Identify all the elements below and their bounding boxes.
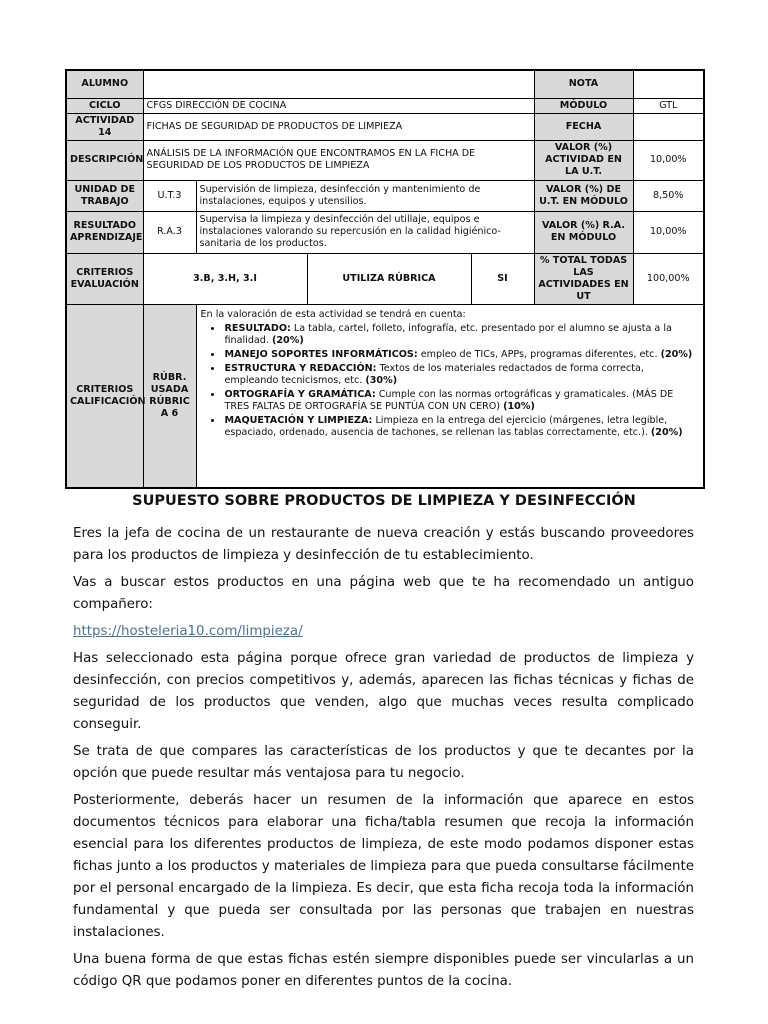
unidad-label: UNIDAD DE TRABAJO bbox=[66, 180, 143, 211]
list-item bbox=[223, 363, 700, 387]
row-unidad bbox=[66, 180, 704, 211]
criterion-text: Limpieza en la entrega del ejercicio (márgenes, letra legible, espaciado, ordenado, ausencia de tachones, se rellenan las tablas correctamente, etc.). bbox=[224, 414, 668, 438]
rubrica-label: RÚBR. USADA RÚBRIC A 6 bbox=[143, 304, 196, 488]
valor-ra-label: VALOR (%) R.A. EN MÓDULO bbox=[534, 211, 633, 253]
calificacion-criteria bbox=[196, 304, 704, 488]
total-actividades-value: 100,00% bbox=[633, 253, 704, 304]
resultado-label: RESULTADO APRENDIZAJE bbox=[66, 211, 143, 253]
fecha-label: FECHA bbox=[534, 113, 633, 140]
row-ciclo bbox=[66, 98, 704, 113]
fecha-field[interactable] bbox=[633, 113, 704, 140]
utiliza-rubrica-label: UTILIZA RÚBRICA bbox=[307, 253, 471, 304]
list-item bbox=[223, 415, 700, 439]
row-alumno bbox=[66, 70, 704, 98]
criterion-percent: (20%) bbox=[660, 348, 693, 360]
criterion-percent: (20%) bbox=[272, 334, 304, 346]
row-resultado bbox=[66, 211, 704, 253]
paragraph-selection: Has seleccionado esta página porque ofrece gran variedad de productos de limpieza y desinfección, con precios competitivos y, además, aparecen las fichas técnicas y fichas de seguridad de los productos que venden, algo que muchas veces resulta complicado conseguir. bbox=[73, 651, 694, 732]
unidad-code: U.T.3 bbox=[143, 180, 196, 211]
paragraph-summary: Posteriormente, deberás hacer un resumen de la información que aparece en estos documentos técnicos para elaborar una ficha/tabla resumen que recoja la información esencial para los diferentes productos de limpieza, de este modo podamos disponer estas fichas junto a los productos y materiales de limpieza para que pueda consultarse fácilmente por el personal encargado de la limpieza. Es decir, que esta ficha recoja toda la información fundamental y que pueda ser consultada por las personas que trabajen en nuestras instalaciones. bbox=[73, 793, 694, 940]
criterion-heading: ESTRUCTURA Y REDACCIÓN: bbox=[224, 362, 377, 374]
descripcion-label: DESCRIPCIÓN bbox=[66, 140, 143, 180]
row-criterios-evaluacion bbox=[66, 253, 704, 304]
list-item bbox=[223, 349, 700, 361]
ciclo-label: CICLO bbox=[66, 98, 143, 113]
valor-ra-value: 10,00% bbox=[633, 211, 704, 253]
valor-ut-label: VALOR (%) ACTIVIDAD EN LA U.T. bbox=[534, 140, 633, 180]
list-item bbox=[223, 389, 700, 413]
actividad-value: FICHAS DE SEGURIDAD DE PRODUCTOS DE LIMPIEZA bbox=[143, 113, 534, 140]
paragraph-compare: Se trata de que compares las características de los productos y que te decantes por la opción que puede resultar más ventajosa para tu negocio. bbox=[73, 744, 694, 781]
total-actividades-label: % TOTAL TODAS LAS ACTIVIDADES EN UT bbox=[534, 253, 633, 304]
criterion-text: Textos de los materiales redactados de forma correcta, empleando tecnicismos, etc. bbox=[224, 362, 644, 386]
criterios-calif-label: CRITERIOS CALIFICACIÓN bbox=[66, 304, 143, 488]
criterion-heading: MAQUETACIÓN Y LIMPIEZA: bbox=[224, 414, 373, 426]
paragraph-search: Vas a buscar estos productos en una página web que te ha recomendado un antiguo compañero: bbox=[73, 575, 694, 612]
nota-field[interactable] bbox=[633, 70, 704, 98]
criterion-heading: ORTOGRAFÍA Y GRAMÁTICA: bbox=[224, 388, 376, 400]
hosteleria-link[interactable]: https://hosteleria10.com/limpieza/ bbox=[73, 624, 303, 639]
modulo-value: GTL bbox=[633, 98, 704, 113]
criterion-text: empleo de TICs, APPs, programas diferentes, etc. bbox=[417, 348, 661, 360]
criterion-percent: (10%) bbox=[503, 400, 535, 412]
valor-ut-value: 10,00% bbox=[633, 140, 704, 180]
document-body bbox=[73, 523, 694, 998]
unidad-desc: Supervisión de limpieza, desinfección y mantenimiento de instalaciones, equipos y utensilios. bbox=[196, 180, 534, 211]
alumno-label: ALUMNO bbox=[66, 70, 143, 98]
criterion-percent: (30%) bbox=[365, 374, 398, 386]
criterion-percent: (20%) bbox=[650, 426, 683, 438]
descripcion-value: ANÁLISIS DE LA INFORMACIÓN QUE ENCONTRAMOS EN LA FICHA DE SEGURIDAD DE LOS PRODUCTOS DE LIMPIEZA bbox=[143, 140, 534, 180]
criterion-text: Cumple con las normas ortográficas y gramaticales. (MÁS DE TRES FALTAS DE ORTOGRAFÍA SE PUNTÚA CON UN CERO) bbox=[224, 388, 674, 412]
resultado-desc: Supervisa la limpieza y desinfección del utillaje, equipos e instalaciones valorando su repercusión en la calidad higiénico-sanitaria de los productos. bbox=[196, 211, 534, 253]
valor-modulo-label: VALOR (%) DE U.T. EN MÓDULO bbox=[534, 180, 633, 211]
nota-label: NOTA bbox=[534, 70, 633, 98]
link-paragraph bbox=[73, 621, 694, 643]
actividad-label: ACTIVIDAD 14 bbox=[66, 113, 143, 140]
row-descripcion bbox=[66, 140, 704, 180]
criterios-eval-value: 3.B, 3.H, 3.I bbox=[143, 253, 307, 304]
document-title: SUPUESTO SOBRE PRODUCTOS DE LIMPIEZA Y DESINFECCIÓN bbox=[132, 493, 636, 509]
ciclo-value: CFGS DIRECCIÓN DE COCINA bbox=[143, 98, 534, 113]
row-criterios-calificacion bbox=[66, 304, 704, 488]
criterios-eval-label: CRITERIOS EVALUACIÓN bbox=[66, 253, 143, 304]
list-item bbox=[223, 323, 700, 347]
modulo-label: MÓDULO bbox=[534, 98, 633, 113]
paragraph-intro: Eres la jefa de cocina de un restaurante de nueva creación y estás buscando proveedores para los productos de limpieza y desinfección de tu establecimiento. bbox=[73, 526, 694, 563]
paragraph-qr: Una buena forma de que estas fichas estén siempre disponibles puede ser vincularlas a un código QR que podamos poner en diferentes puntos de la cocina. bbox=[73, 952, 694, 989]
utiliza-rubrica-value: SI bbox=[471, 253, 534, 304]
criterion-heading: MANEJO SOPORTES INFORMÁTICOS: bbox=[224, 348, 418, 360]
alumno-field[interactable] bbox=[143, 70, 534, 98]
valor-modulo-value: 8,50% bbox=[633, 180, 704, 211]
calif-intro: En la valoración de esta actividad se tendrá en cuenta: bbox=[200, 308, 466, 320]
calif-list bbox=[201, 323, 700, 439]
activity-form-table bbox=[65, 69, 705, 489]
resultado-code: R.A.3 bbox=[143, 211, 196, 253]
criterion-heading: RESULTADO: bbox=[224, 322, 291, 334]
row-actividad bbox=[66, 113, 704, 140]
criterion-text: La tabla, cartel, folleto, infografía, etc. presentado por el alumno se ajusta a la finalidad. bbox=[224, 322, 672, 346]
